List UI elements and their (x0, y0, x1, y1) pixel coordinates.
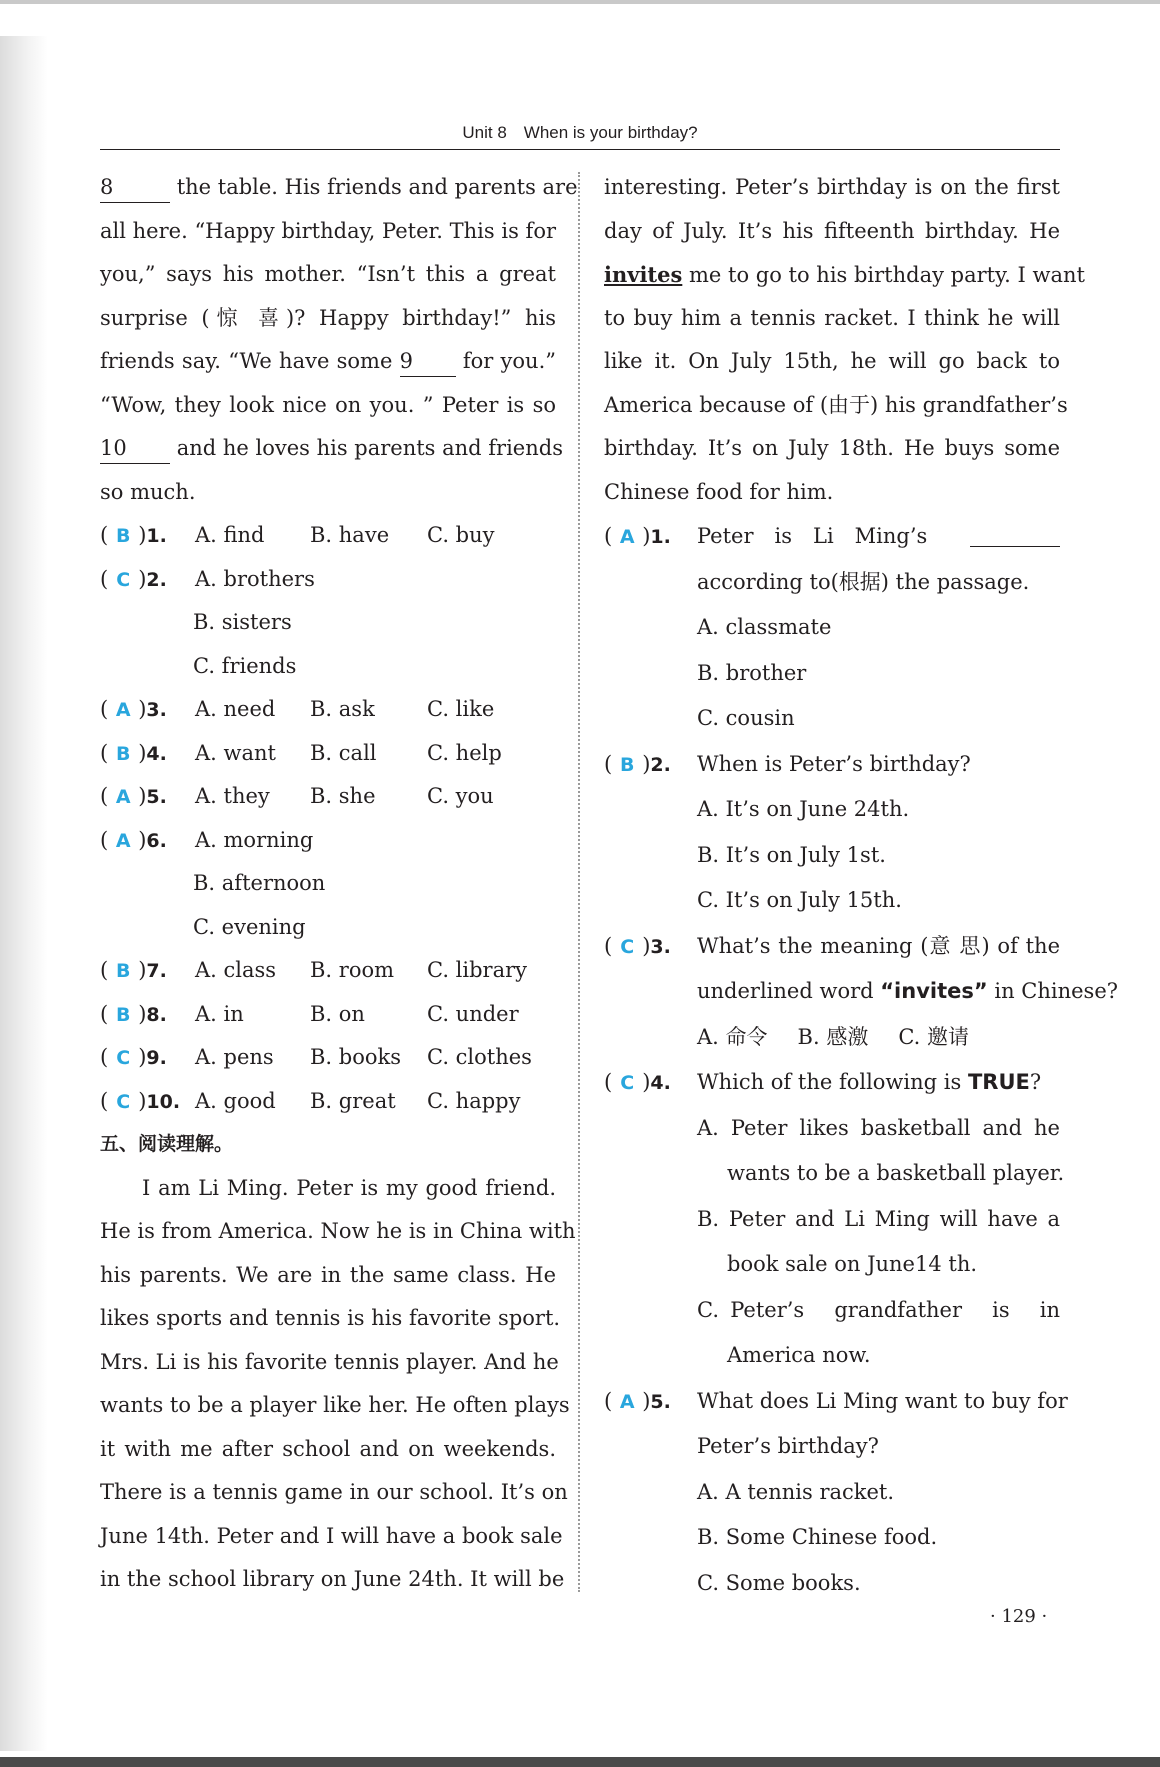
cloze-item-9: ( C )9. A. pens B. books C. clothes (100, 1036, 556, 1080)
answer: B (115, 742, 131, 765)
left-column (100, 166, 578, 1602)
blank-10: 10 (100, 433, 170, 464)
answer: A (619, 526, 635, 548)
page-left-shadow (0, 36, 48, 1751)
option-continued: wants to be a basketball player. (727, 1161, 1065, 1185)
question-3: ( C )3. What’s the meaning (意 思) of the (604, 924, 1060, 970)
reading-line: I am Li Ming. Peter is my good friend. (142, 1175, 556, 1200)
reading-line: it with me after school and on weekends. (100, 1436, 556, 1461)
right-column (604, 166, 1119, 1606)
cloze-item-8: ( B )8. A. in B. on C. under (100, 993, 556, 1037)
passage-line: you,” says his mother. “Isn’t this a great (100, 262, 556, 286)
question-text: according to(根据) the passage. (697, 569, 1030, 594)
page-top-edge (0, 0, 1160, 4)
option: B. 感激 (797, 1024, 869, 1049)
page-number: · 129 · (990, 1606, 1048, 1627)
reading-line: interesting. Peter’s birthday is on the first (604, 175, 1060, 199)
reading-line: America because of (由于) his grandfather’s (604, 392, 1068, 417)
blank-8: 8 (100, 172, 170, 203)
passage-line: all here. “Happy birthday, Peter. This is for (100, 218, 556, 243)
answer: A (619, 1390, 635, 1413)
reading-line: June 14th. Peter and I will have a book sale (100, 1523, 563, 1548)
reading-line: wants to be a player like her. He often plays (100, 1393, 570, 1417)
question-text: underlined word “invites” in Chinese? (697, 979, 1119, 1003)
reading-line: in the school library on June 24th. It will be (100, 1567, 565, 1591)
passage-line: so much. (100, 479, 196, 504)
option: B. Peter and Li Ming will have a (697, 1206, 1060, 1231)
option-row (604, 1015, 1060, 1061)
option: C. Some books. (697, 1570, 861, 1595)
reading-line: his parents. We are in the same class. He (100, 1262, 556, 1287)
option: B. brother (697, 660, 807, 685)
page-bottom-edge (0, 1757, 1160, 1767)
reading-line: birthday. It’s on July 18th. He buys some (604, 436, 1060, 460)
question-5: ( A )5. What does Li Ming want to buy for (604, 1379, 1060, 1425)
answer: B (115, 1003, 131, 1026)
option: B. It’s on July 1st. (697, 842, 886, 867)
cloze-item-3: ( A )3. A. need B. ask C. like (100, 688, 556, 732)
reading-line: Chinese food for him. (604, 479, 834, 504)
passage-line: 10 and he loves his parents and friends (100, 427, 556, 471)
answer: B (619, 753, 635, 776)
option: A. A tennis racket. (697, 1479, 895, 1504)
cloze-option: B. afternoon (193, 871, 326, 895)
reading-line: to buy him a tennis racket. I think he will (604, 305, 1060, 330)
option: C. cousin (697, 706, 795, 730)
reading-line: day of July. It’s his fifteenth birthday. He (604, 218, 1060, 243)
passage-line: 8 the table. His friends and parents are (100, 166, 556, 210)
cloze-item-7: ( B )7. A. class B. room C. library (100, 949, 556, 993)
option: B. Some Chinese food. (697, 1525, 938, 1549)
option: C. 邀请 (898, 1024, 969, 1049)
answer: C (116, 568, 131, 591)
answer: C (620, 1072, 635, 1094)
option: A. 命令 (697, 1024, 768, 1049)
cloze-option: B. sisters (193, 610, 292, 634)
cloze-item-4: ( B )4. A. want B. call C. help (100, 732, 556, 776)
header-rule (100, 149, 1060, 150)
reading-line: like it. On July 15th, he will go back to (604, 349, 1060, 373)
answer: B (115, 960, 131, 982)
cloze-item-6: ( A )6. A. morning (100, 819, 556, 863)
cloze-option: C. friends (193, 653, 297, 678)
answer-blank (970, 520, 1060, 547)
answer: C (116, 1047, 131, 1069)
reading-line: He is from America. Now he is in China with (100, 1219, 576, 1243)
underlined-word: invites (604, 262, 683, 287)
answer: C (620, 935, 635, 958)
reading-line: There is a tennis game in our school. It’s on (100, 1480, 568, 1504)
option: A. Peter likes basketball and he (697, 1115, 1060, 1140)
reading-line: invites me to go to his birthday party. I want (604, 262, 1085, 287)
cloze-item-1: ( B )1. A. find B. have C. buy (100, 514, 556, 558)
section-title: 五、阅读理解。 (100, 1133, 234, 1155)
cloze-item-5: ( A )5. A. they B. she C. you (100, 775, 556, 819)
passage-line: friends say. “We have some 9 for you.” (100, 340, 556, 384)
answer: A (115, 699, 131, 721)
option-continued: book sale on June14 th. (727, 1252, 978, 1276)
question-1: ( A )1. Peter is Li Ming’s (604, 514, 1060, 560)
cloze-option: C. evening (193, 914, 306, 939)
answer: A (115, 786, 131, 808)
reading-line: likes sports and tennis is his favorite sport. (100, 1306, 561, 1330)
option: A. It’s on June 24th. (697, 797, 910, 821)
option-continued: America now. (727, 1343, 871, 1367)
blank-9: 9 (400, 346, 456, 377)
question-4: ( C )4. Which of the following is TRUE? (604, 1060, 1060, 1106)
option: C. It’s on July 15th. (697, 888, 902, 912)
reading-line: Mrs. Li is his favorite tennis player. And he (100, 1349, 559, 1374)
option: A. classmate (697, 615, 832, 639)
passage-line: “Wow, they look nice on you. ” Peter is so (100, 392, 556, 417)
cloze-item-10: ( C )10. A. good B. great C. happy (100, 1080, 556, 1124)
answer: A (115, 829, 131, 852)
passage-line: surprise (惊 喜)? Happy birthday!” his (100, 305, 556, 330)
question-text: Peter’s birthday? (697, 1434, 879, 1458)
answer: B (115, 525, 131, 547)
question-2: ( B )2. When is Peter’s birthday? (604, 742, 1060, 788)
column-divider (578, 172, 580, 1592)
page-header: Unit 8 When is your birthday? (462, 123, 698, 142)
cloze-item-2: ( C )2. A. brothers (100, 558, 556, 602)
answer: C (116, 1090, 131, 1113)
option: C. Peter’s grandfather is in (697, 1297, 1060, 1322)
